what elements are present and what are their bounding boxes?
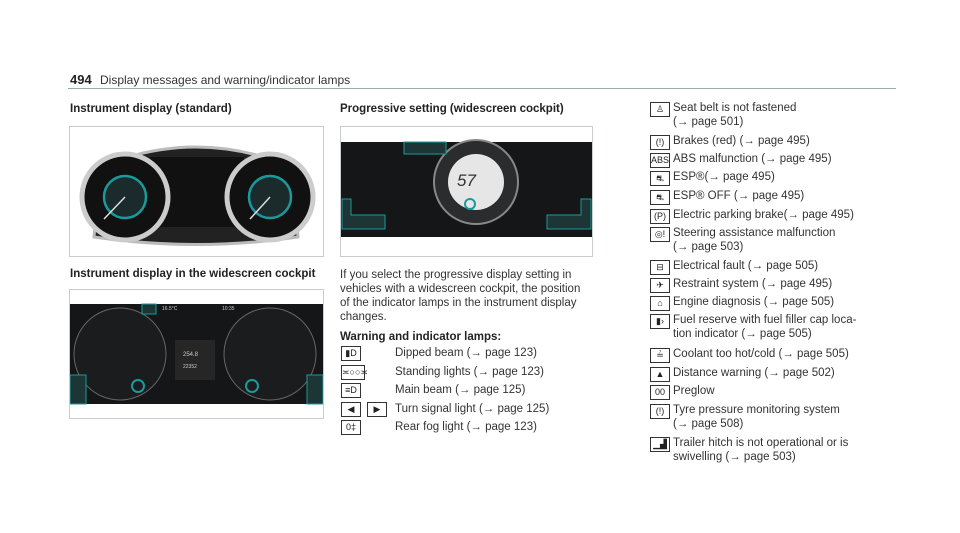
fuel-icon: ▮› — [650, 314, 670, 329]
time-readout: 10:35 — [222, 306, 235, 312]
page-number: 494 — [70, 72, 92, 87]
lamp-label — [673, 152, 903, 166]
turn-left-icon: ◀ — [341, 402, 361, 417]
main-beam-icon: ≡D — [341, 383, 361, 398]
lamp-label — [673, 403, 903, 431]
lamp-label-line: swivelling (→ page 503) — [673, 451, 796, 463]
progressive-cluster-image — [341, 127, 592, 256]
lamp-label-line: Electric parking brake(→ page 495) — [673, 209, 854, 221]
lamp-label — [673, 277, 903, 291]
lamp-label-line: Engine diagnosis (→ page 505) — [673, 296, 835, 308]
lamp-label-line: Electrical fault (→ page 505) — [673, 260, 819, 272]
lamp-label — [673, 313, 903, 341]
lamp-label-line: Tyre pressure monitoring system — [673, 404, 840, 416]
lamp-row — [340, 382, 600, 399]
trip-readout: 254.8 — [183, 352, 199, 358]
paragraph-line: changes. — [340, 311, 387, 323]
lamp-label: Main beam (→ page 125) — [395, 384, 526, 396]
lamp-label-line: Coolant too hot/cold (→ page 505) — [673, 348, 849, 360]
header-rule — [68, 88, 896, 89]
restraint-icon: ✈ — [650, 278, 670, 293]
lamp-label — [673, 170, 903, 184]
paragraph-line: If you select the progressive display setting in — [340, 269, 572, 281]
lamp-label — [673, 101, 903, 129]
figure-progressive-display — [340, 126, 593, 257]
lamp-label — [673, 384, 903, 398]
lamp-label-line: (→ page 503) — [673, 241, 744, 253]
heading-progressive: Progressive setting (widescreen cockpit) — [340, 103, 564, 115]
progressive-paragraph — [340, 268, 600, 324]
battery-icon: ⊟ — [650, 260, 670, 275]
lamps-heading: Warning and indicator lamps: — [340, 331, 502, 343]
lamp-label — [673, 134, 903, 148]
distance-icon: ▲ — [650, 367, 670, 382]
temp-readout: 16.5°C — [162, 306, 178, 312]
lamp-label — [673, 366, 903, 380]
lamp-label — [673, 189, 903, 203]
lamp-label-line: Distance warning (→ page 502) — [673, 367, 835, 379]
lamp-label — [673, 295, 903, 309]
lamp-label — [673, 436, 903, 464]
lamp-label: Rear fog light (→ page 123) — [395, 421, 537, 433]
paragraph-line: of the indicator lamps in the instrument display — [340, 297, 577, 309]
steering-icon: ◎! — [650, 227, 670, 242]
abs-icon: ABS — [650, 153, 670, 168]
coolant-icon: ≟ — [650, 348, 670, 363]
lamp-label-line: tion indicator (→ page 505) — [673, 328, 812, 340]
lamp-row — [340, 419, 600, 436]
figure-standard-display — [69, 126, 324, 257]
lamp-label-line: Steering assistance malfunction — [673, 227, 836, 239]
esp-icon: ⛐ — [650, 171, 670, 186]
lamp-label-line: Fuel reserve with fuel filler cap loca- — [673, 314, 857, 326]
lamp-row — [340, 401, 600, 418]
lamp-label-line: Trailer hitch is not operational or is — [673, 437, 849, 449]
odometer-readout: 22352 — [183, 364, 197, 370]
heading-standard: Instrument display (standard) — [70, 103, 232, 115]
standard-cluster-image — [70, 127, 323, 256]
lamp-label-line: Preglow — [673, 385, 715, 397]
lamp-label: Standing lights (→ page 123) — [395, 365, 544, 378]
lamp-label — [673, 226, 903, 254]
paragraph-line: vehicles with a widescreen cockpit, the position — [340, 283, 581, 295]
brakes-icon: (!) — [650, 135, 670, 150]
lamp-label-line: (→ page 501) — [673, 116, 744, 128]
lamp-label — [673, 347, 903, 361]
middle-lamp-list — [340, 345, 600, 435]
figure-widescreen-display — [69, 289, 324, 419]
preglow-icon: 00 — [650, 385, 670, 400]
lamp-label-line: ESP®(→ page 495) — [673, 171, 775, 183]
lamp-label-line: (→ page 508) — [673, 418, 744, 430]
lamp-label-line: Brakes (red) (→ page 495) — [673, 135, 810, 147]
lamp-label-line: ABS malfunction (→ page 495) — [673, 153, 832, 165]
lamp-label: Dipped beam (→ page 123) — [395, 347, 537, 359]
speedometer-gauge — [82, 154, 168, 240]
rear-fog-icon: 0‡ — [341, 420, 361, 435]
heading-widescreen: Instrument display in the widescreen cockpit — [70, 268, 316, 280]
standing-lights-icon: ≍○○≍ — [341, 365, 365, 380]
parking-brake-icon: (P) — [650, 209, 670, 224]
lamp-row — [340, 364, 600, 381]
tachometer-gauge — [227, 154, 313, 240]
engine-icon: ⌂ — [650, 296, 670, 311]
tyre-pressure-icon: (!) — [650, 404, 670, 419]
lamp-label: Turn signal light (→ page 125) — [395, 402, 550, 415]
lamp-label — [673, 259, 903, 273]
seat-belt-icon: ♙ — [650, 102, 670, 117]
page-header-title: Display messages and warning/indicator lamps — [100, 73, 351, 87]
lamp-label — [673, 208, 903, 222]
turn-right-icon: ▶ — [367, 402, 387, 417]
lamp-label-line: ESP® OFF (→ page 495) — [673, 190, 805, 202]
lamp-label-line: Restraint system (→ page 495) — [673, 278, 833, 290]
right-lamp-list — [640, 100, 900, 470]
esp-off-icon: ⛐ — [650, 190, 670, 205]
speed-readout: 57 — [457, 171, 476, 190]
dipped-beam-icon: ▮D — [341, 346, 361, 361]
trailer-hitch-icon: ▁▟ — [650, 437, 670, 452]
lamp-row — [340, 345, 600, 362]
lamp-label-line: Seat belt is not fastened — [673, 102, 797, 114]
